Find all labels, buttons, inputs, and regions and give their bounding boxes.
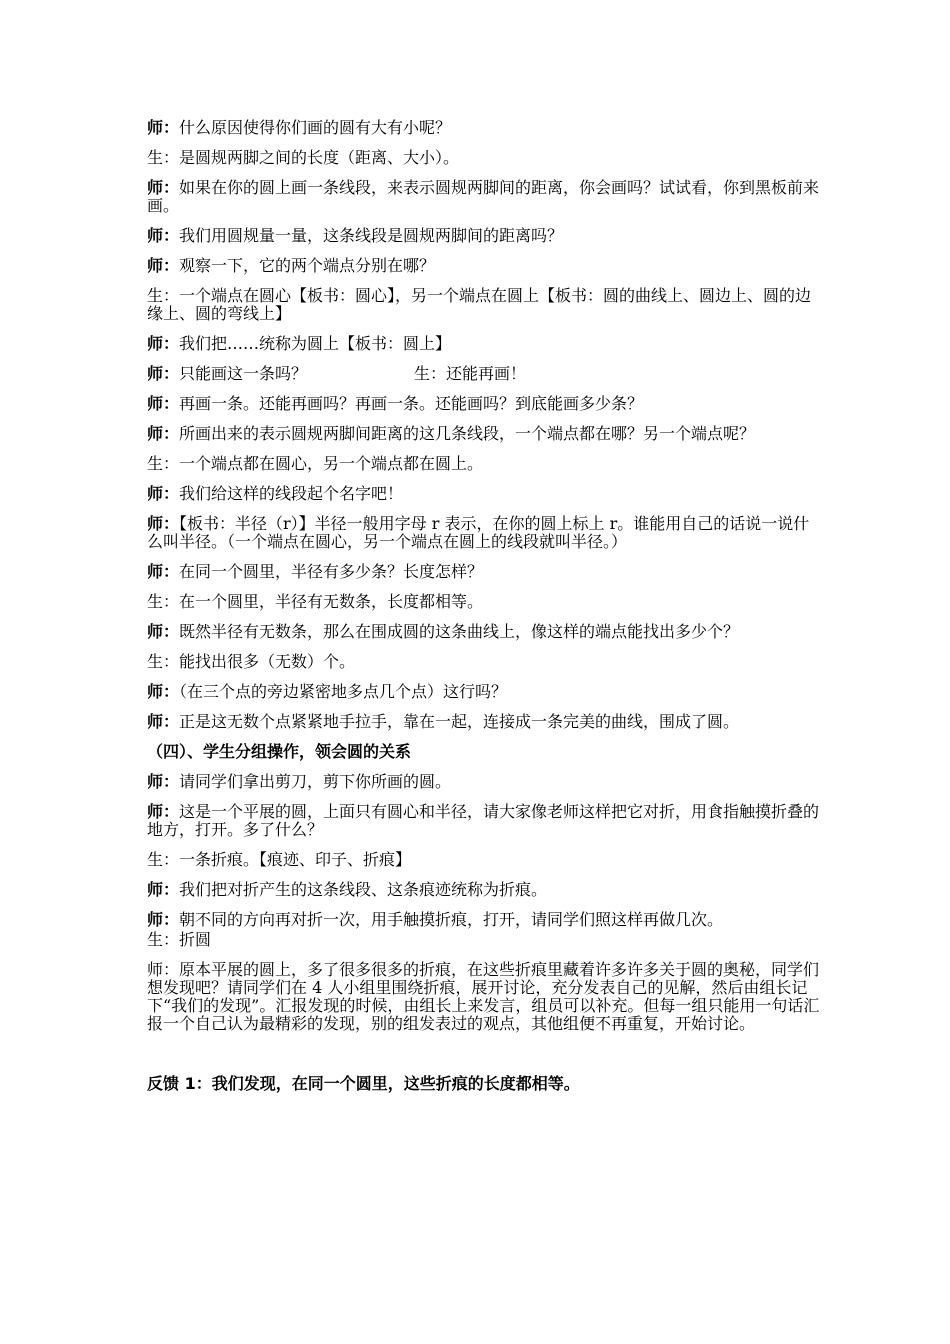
line-text: 什么原因使得你们画的圆有大有小呢？	[179, 118, 452, 137]
line-text: 既然半径有无数条，那么在围成圆的这条曲线上，像这样的端点能找出多少个？	[179, 622, 740, 641]
line-text: 观察一下，它的两个端点分别在哪？	[179, 256, 436, 275]
line-text: 只能画这一条吗？	[179, 364, 308, 383]
speaker-label: 师：	[147, 484, 180, 503]
speaker-label: 师：	[147, 178, 180, 197]
dialogue-line-right	[414, 365, 526, 383]
line-text: 一个端点在圆心【板书：圆心】，另一个端点在圆上【板书：圆的曲线上、圆边上、圆的边缘上、圆的弯线上】	[147, 286, 812, 323]
dialogue-line	[147, 257, 822, 275]
dialogue-line	[147, 179, 822, 215]
speaker-label: 师：	[147, 712, 180, 731]
dialogue-line	[147, 149, 822, 167]
line-text: 我们用圆规量一量，这条线段是圆规两脚间的距离吗？	[179, 226, 564, 245]
speaker-label: 师：	[147, 118, 180, 137]
speaker-label: 生：	[147, 286, 180, 305]
line-text: 再画一条。还能再画吗？再画一条。还能画吗？到底能画多少条？	[179, 394, 644, 413]
line-text: 能找出很多（无数）个。	[179, 652, 356, 671]
dialogue-line	[147, 911, 822, 929]
dialogue-line	[147, 683, 822, 701]
speaker-label: 师：	[147, 334, 180, 353]
speaker-label: 生：	[147, 454, 180, 473]
dialogue-line	[147, 713, 822, 731]
dialogue-line	[147, 851, 822, 869]
feedback-heading: 反馈 1：我们发现，在同一个圆里，这些折痕的长度都相等。	[147, 1074, 580, 1093]
dialogue-line	[147, 485, 822, 503]
line-text: 请同学们拿出剪刀，剪下你所画的圆。	[179, 772, 452, 791]
line-text: 朝不同的方向再对折一次，用手触摸折痕，打开，请同学们照这样再做几次。	[179, 910, 724, 929]
dialogue-line	[147, 395, 822, 413]
dialogue-line	[147, 961, 822, 1033]
speaker-label: 师：	[147, 226, 180, 245]
line-text: 是圆规两脚之间的长度（距离、大小）。	[179, 148, 460, 167]
dialogue-line	[147, 335, 822, 353]
dialogue-line	[147, 515, 822, 551]
dialogue-line	[147, 931, 822, 949]
speaker-label: 生：	[147, 850, 180, 869]
speaker-label: 师：	[147, 622, 180, 641]
line-text: 我们把对折产生的这条线段、这条痕迹统称为折痕。	[179, 880, 548, 899]
dialogue-line	[147, 425, 822, 443]
dialogue-line	[147, 287, 822, 323]
speaker-label: 生：	[147, 652, 180, 671]
dialogue-line	[147, 623, 822, 641]
speaker-label: 师：	[147, 802, 180, 821]
dialogue-line	[147, 119, 822, 137]
section-heading: （四）、学生分组操作，领会圆的关系	[147, 742, 412, 761]
line-text: 我们给这样的线段起个名字吧！	[179, 484, 404, 503]
speaker-label: 师：	[147, 772, 180, 791]
dialogue-line	[147, 563, 822, 581]
document-body	[147, 119, 822, 1105]
speaker-label: 师：	[147, 394, 180, 413]
dialogue-line	[147, 803, 822, 839]
line-text: 折圆	[179, 930, 212, 949]
line-text: 在同一个圆里，半径有多少条？长度怎样？	[179, 562, 484, 581]
dialogue-line-left	[147, 365, 414, 383]
dialogue-line	[147, 881, 822, 899]
speaker-label: 生：	[414, 364, 447, 383]
line-text: 这是一个平展的圆，上面只有圆心和半径，请大家像老师这样把它对折，用食指触摸折叠的地方，打开。多了什么？	[147, 802, 820, 839]
dialogue-line	[147, 773, 822, 791]
speaker-label: 师：	[147, 562, 180, 581]
speaker-label: 师：	[147, 880, 180, 899]
line-text: 原本平展的圆上，多了很多很多的折痕，在这些折痕里藏着许多许多关于圆的奥秘，同学们想发现吧？请同学们在 4 人小组里围绕折痕，展开讨论，充分发表自己的见解，然后由组长记下“我们的发现”。汇报发现的时候，由组长上来发言，组员可以补充。但每一组只能用一句话汇报一个自己认为最精彩的发现，别的组发表过的观点，其他组便不再重复，开始讨论。	[147, 960, 820, 1033]
speaker-label: 师：	[147, 256, 180, 275]
speaker-label: 师：	[147, 910, 180, 929]
dialogue-line	[147, 593, 822, 611]
line-text: 在一个圆里，半径有无数条，长度都相等。	[179, 592, 484, 611]
line-text: 正是这无数个点紧紧地手拉手，靠在一起，连接成一条完美的曲线，围成了圆。	[179, 712, 740, 731]
speaker-label: 生：	[147, 592, 180, 611]
line-text: （在三个点的旁边紧密地多点几个点）这行吗？	[179, 682, 508, 701]
line-text: 我们把……统称为圆上【板书：圆上】	[179, 334, 452, 353]
speaker-label: 师：	[147, 424, 180, 443]
spacer	[147, 1045, 822, 1075]
dialogue-line	[147, 455, 822, 473]
dialogue-line-pair	[147, 365, 822, 383]
line-text: 还能再画！	[446, 364, 527, 383]
dialogue-line	[147, 653, 822, 671]
dialogue-line	[147, 227, 822, 245]
line-text: 所画出来的表示圆规两脚间距离的这几条线段，一个端点都在哪？另一个端点呢？	[179, 424, 756, 443]
speaker-label: 师：	[147, 364, 180, 383]
speaker-label: 师：	[147, 682, 180, 701]
speaker-label: 生：	[147, 148, 180, 167]
line-text: 如果在你的圆上画一条线段，来表示圆规两脚间的距离，你会画吗？试试看，你到黑板前来画。	[147, 178, 820, 215]
speaker-label: 师：	[147, 960, 180, 979]
line-text: 一条折痕。【痕迹、印子、折痕】	[179, 850, 412, 869]
speaker-label: 生：	[147, 930, 180, 949]
line-text: 【板书：半径（r）】半径一般用字母 r 表示，在你的圆上标上 r。谁能用自己的话说一说什么叫半径。（一个端点在圆心，另一个端点在圆上的线段就叫半径。）	[147, 514, 810, 551]
line-text: 一个端点都在圆心，另一个端点都在圆上。	[179, 454, 484, 473]
speaker-label: 师：	[147, 514, 180, 533]
